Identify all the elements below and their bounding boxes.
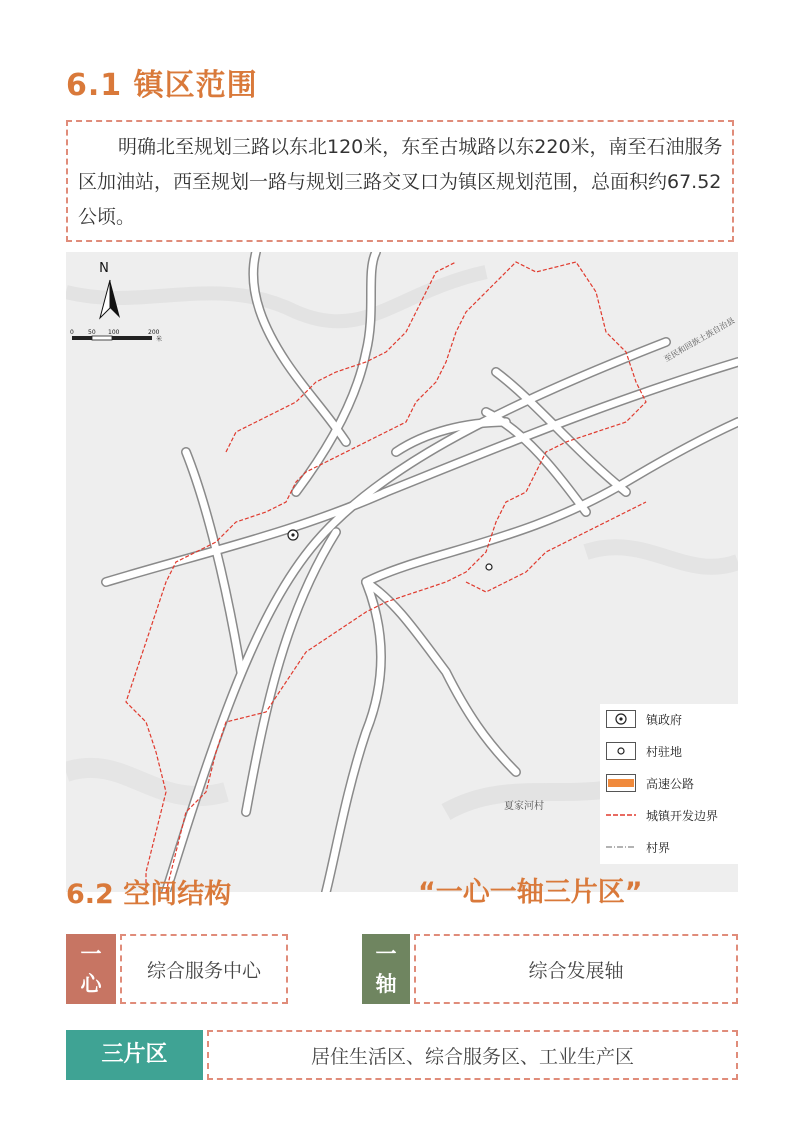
north-label: N: [99, 261, 109, 276]
legend-item-town-government: [606, 710, 738, 730]
scale-tick-2: 100: [108, 329, 120, 336]
legend-item-village-boundary: [606, 838, 738, 858]
legend-label: 村驻地: [646, 745, 683, 759]
legend-item-highway: [606, 774, 738, 794]
highway-icon: [606, 774, 636, 792]
center-text: 综合服务中心: [146, 959, 261, 982]
north-arrow-icon: [99, 261, 120, 318]
village-boundary-icon: [606, 838, 636, 856]
axis-text: 综合发展轴: [528, 959, 624, 982]
zones-text: 居住生活区、综合服务区、工业生产区: [310, 1045, 634, 1068]
town-government-marker: [288, 530, 298, 540]
section-title-spatial-structure: 6.2 空间结构: [66, 879, 232, 910]
scale-tick-0: 0: [70, 329, 74, 336]
axis-tag: [362, 934, 410, 1004]
legend-label: 城镇开发边界: [646, 809, 719, 823]
scale-tick-3: 200: [148, 329, 160, 336]
legend-label: 镇政府: [646, 713, 683, 727]
highway-label: 至民和回族土族自治县: [662, 315, 737, 364]
center-box: [120, 934, 288, 1004]
axis-tag-line1: 一: [375, 942, 397, 966]
legend-item-village-site: [606, 742, 738, 762]
zones-box: [207, 1030, 738, 1080]
axis-box: [414, 934, 738, 1004]
scale-bar: [70, 329, 162, 343]
section-title-town-area: 6.1 镇区范围: [66, 68, 258, 103]
axis-tag-line2: 轴: [375, 972, 397, 996]
description-text: 明确北至规划三路以东北120米，东至古城路以东220米，南至石油服务区加油站，西至规划一路与规划三路交叉口为镇区规划范围，总面积约67.52公顷。: [78, 136, 723, 228]
legend-item-development-boundary: [606, 806, 738, 826]
center-tag-line1: 一: [80, 942, 102, 966]
village-label: 夏家河村: [504, 801, 544, 812]
scale-tick-1: 50: [88, 329, 96, 336]
description-box: [66, 120, 734, 242]
village-site-icon: [606, 742, 636, 760]
center-tag-line2: 心: [80, 972, 102, 996]
development-boundary-icon: [606, 806, 636, 824]
scale-unit: 米: [156, 336, 163, 343]
structure-slogan: “一心一轴三片区”: [418, 877, 643, 908]
zones-tag: 三片区: [66, 1030, 203, 1080]
town-government-icon: [606, 710, 636, 728]
legend-label: 村界: [646, 841, 671, 855]
legend-label: 高速公路: [646, 777, 695, 791]
village-site-marker: [486, 564, 492, 570]
center-tag: [66, 934, 116, 1004]
map-legend: [600, 704, 738, 864]
town-map: [66, 252, 738, 892]
